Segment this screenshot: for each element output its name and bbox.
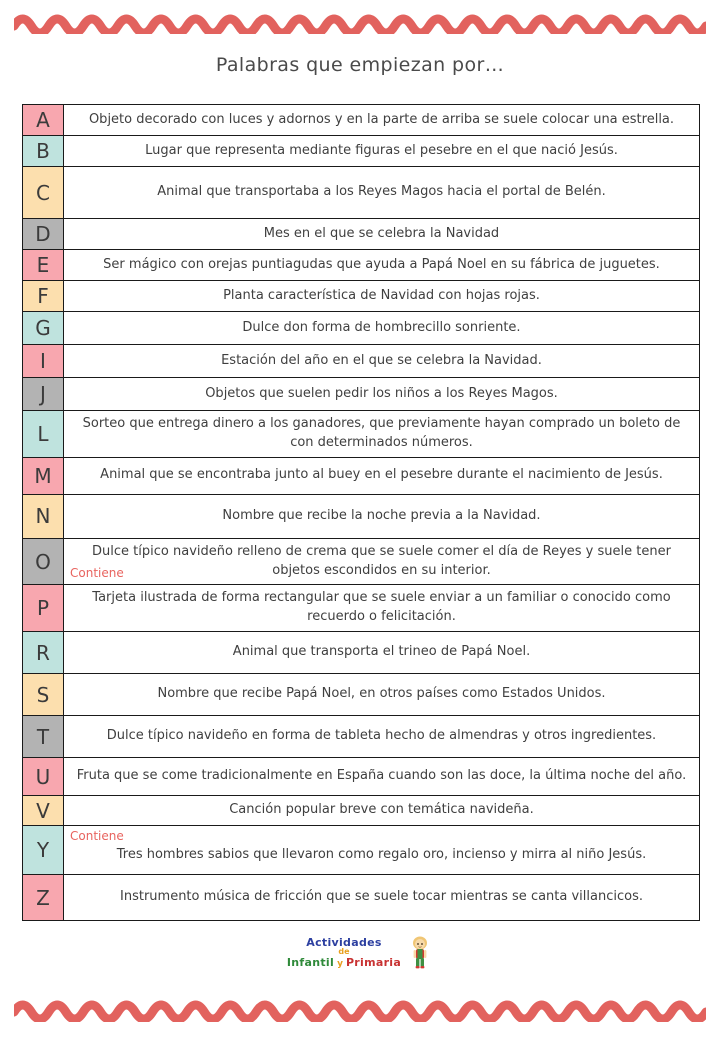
clue-text: Tarjeta ilustrada de forma rectangular que se suele enviar a un familiar o conocido como recuerdo o felicitación.	[92, 590, 671, 625]
letter-cell: U	[23, 758, 64, 795]
clue-text: Dulce don forma de hombrecillo sonriente.	[242, 319, 521, 335]
table-row	[23, 411, 699, 458]
clue-text: Nombre que recibe la noche previa a la Navidad.	[222, 507, 541, 523]
clue-text: Objetos que suelen pedir los niños a los Reyes Magos.	[205, 385, 558, 401]
clue-cell	[64, 458, 699, 494]
table-row	[23, 458, 699, 495]
contiene-note: Contiene	[70, 566, 124, 581]
child-character-icon	[407, 936, 433, 970]
letter-cell: O	[23, 539, 64, 585]
clue-text: Dulce típico navideño relleno de crema que se suele comer el día de Reyes y suele tener objetos escondidos en su interior.	[92, 543, 671, 578]
table-row	[23, 105, 699, 136]
clue-cell	[64, 495, 699, 538]
clue-text: Animal que se encontraba junto al buey en el pesebre durante el nacimiento de Jesús.	[100, 467, 663, 483]
letter-cell: D	[23, 219, 64, 249]
logo-text-infantil: Infantil	[286, 955, 335, 969]
letter-cell: S	[23, 674, 64, 715]
clue-table	[22, 104, 700, 921]
clue-text: Instrumento música de fricción que se suele tocar mientras se canta villancicos.	[120, 889, 643, 905]
clue-text: Planta característica de Navidad con hojas rojas.	[223, 287, 540, 303]
footer	[0, 936, 720, 970]
clue-text: Objeto decorado con luces y adornos y en la parte de arriba se suele colocar una estrella.	[88, 111, 675, 127]
table-row	[23, 167, 699, 219]
table-row	[23, 378, 699, 411]
clue-cell	[64, 136, 699, 166]
logo-text-actividades: Actividades	[306, 935, 382, 949]
table-row	[23, 875, 699, 921]
letter-cell: N	[23, 495, 64, 538]
table-row	[23, 716, 699, 758]
clue-cell	[64, 674, 699, 715]
clue-cell	[64, 539, 699, 585]
letter-cell: V	[23, 796, 64, 825]
contiene-note: Contiene	[70, 829, 124, 844]
letter-cell: L	[23, 411, 64, 457]
clue-cell	[64, 632, 699, 673]
clue-cell	[64, 758, 699, 795]
page-title: Palabras que empiezan por…	[215, 54, 505, 76]
clue-cell	[64, 875, 699, 920]
table-row	[23, 136, 699, 167]
logo-text-y: y	[337, 958, 343, 969]
clue-text: Animal que transporta el trineo de Papá Noel.	[232, 644, 531, 660]
clue-cell	[64, 411, 699, 457]
clue-text: Nombre que recibe Papá Noel, en otros países como Estados Unidos.	[157, 686, 606, 702]
letter-cell: A	[23, 105, 64, 135]
letter-cell: C	[23, 167, 64, 218]
table-row	[23, 219, 699, 250]
letter-cell: M	[23, 458, 64, 494]
clue-cell	[64, 796, 699, 825]
clue-cell	[64, 105, 699, 135]
logo-text-de: de	[338, 947, 350, 957]
letter-cell: E	[23, 250, 64, 280]
letter-cell: G	[23, 312, 64, 344]
table-row	[23, 758, 699, 796]
clue-cell	[64, 585, 699, 631]
letter-cell: R	[23, 632, 64, 673]
clue-cell	[64, 378, 699, 410]
table-row	[23, 539, 699, 586]
letter-cell: Y	[23, 826, 64, 874]
table-row	[23, 250, 699, 281]
top-wave-border	[14, 8, 706, 34]
clue-cell	[64, 312, 699, 344]
table-row	[23, 826, 699, 875]
table-row	[23, 585, 699, 632]
clue-text: Fruta que se come tradicionalmente en España cuando son las doce, la última noche del año.	[76, 768, 687, 784]
clue-text: Estación del año en el que se celebra la Navidad.	[221, 352, 542, 368]
clue-cell	[64, 250, 699, 280]
table-row	[23, 312, 699, 345]
clue-cell	[64, 716, 699, 757]
logo-line-3	[287, 957, 401, 969]
site-logo	[287, 936, 433, 970]
clue-text: Tres hombres sabios que llevaron como regalo oro, incienso y mirra al niño Jesús.	[116, 846, 647, 862]
clue-cell	[64, 167, 699, 218]
clue-cell	[64, 219, 699, 249]
table-row	[23, 796, 699, 826]
letter-cell: P	[23, 585, 64, 631]
letter-cell: B	[23, 136, 64, 166]
letter-cell: J	[23, 378, 64, 410]
clue-cell	[64, 826, 699, 874]
letter-cell: I	[23, 345, 64, 377]
table-row	[23, 674, 699, 716]
table-row	[23, 495, 699, 539]
letter-cell: T	[23, 716, 64, 757]
clue-text: Animal que transportaba a los Reyes Magos hacia el portal de Belén.	[157, 184, 606, 200]
clue-text: Mes en el que se celebra la Navidad	[263, 225, 500, 241]
table-row	[23, 345, 699, 378]
clue-text: Dulce típico navideño en forma de tableta hecho de almendras y otros ingredientes.	[106, 728, 657, 744]
clue-text: Lugar que representa mediante figuras el pesebre en el que nació Jesús.	[145, 142, 618, 158]
table-row	[23, 632, 699, 674]
clue-cell	[64, 345, 699, 377]
letter-cell: F	[23, 281, 64, 311]
clue-text: Sorteo que entrega dinero a los ganadores, que previamente hayan comprado un boleto de con determinados números.	[82, 416, 681, 450]
logo-text-primaria: Primaria	[345, 955, 402, 969]
clue-text: Canción popular breve con temática navideña.	[229, 802, 534, 818]
logo-wordmark	[287, 937, 401, 969]
clue-text: Ser mágico con orejas puntiagudas que ayuda a Papá Noel en su fábrica de juguetes.	[103, 256, 660, 272]
letter-cell: Z	[23, 875, 64, 920]
clue-cell	[64, 281, 699, 311]
bottom-wave-border	[14, 996, 706, 1022]
table-row	[23, 281, 699, 312]
